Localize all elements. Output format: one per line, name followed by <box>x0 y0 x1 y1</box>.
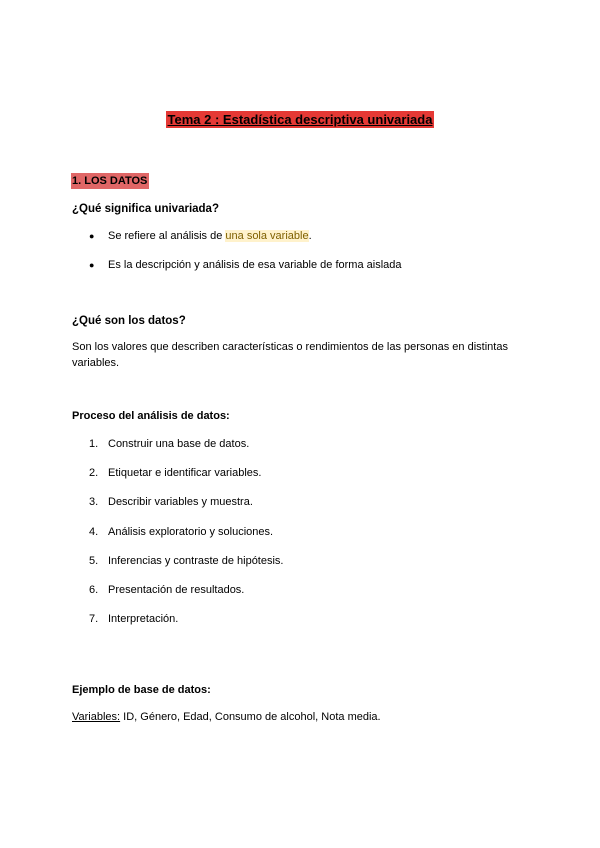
bullet-icon: ● <box>89 260 95 270</box>
variables-list: ID, Género, Edad, Consumo de alcohol, Nota media. <box>120 711 381 723</box>
step-number: 7. <box>89 613 99 625</box>
step-text: Construir una base de datos. <box>108 438 250 450</box>
step-number: 4. <box>89 526 99 538</box>
question-datos: ¿Qué son los datos? <box>72 315 186 327</box>
variables-label: Variables: <box>72 711 121 723</box>
bullet-item-2: Es la descripción y análisis de esa variable de forma aislada <box>108 259 402 271</box>
process-heading: Proceso del análisis de datos: <box>72 410 230 422</box>
step-number: 1. <box>89 438 99 450</box>
step-number: 3. <box>89 496 99 508</box>
example-variables <box>72 710 381 724</box>
bullet-item-1-suffix: . <box>308 230 312 242</box>
example-heading: Ejemplo de base de datos: <box>72 684 211 696</box>
section-heading-los-datos: 1. LOS DATOS <box>72 175 148 187</box>
answer-datos: Son los valores que describen características o rendimientos de las personas en distintas variables. <box>72 341 508 369</box>
step-text: Inferencias y contraste de hipótesis. <box>108 555 284 567</box>
step-text: Interpretación. <box>108 613 179 625</box>
highlighted-text: una sola variable <box>225 230 309 242</box>
step-number: 5. <box>89 555 99 567</box>
step-text: Describir variables y muestra. <box>108 496 253 508</box>
step-text: Análisis exploratorio y soluciones. <box>108 526 274 538</box>
document-title: Tema 2 : Estadística descriptiva univariada <box>167 112 433 127</box>
step-number: 2. <box>89 467 99 479</box>
bullet-icon: ● <box>89 231 95 241</box>
title-container <box>0 111 600 129</box>
bullet-item-1 <box>108 229 312 243</box>
bullet-item-1-prefix: Se refiere al análisis de <box>108 230 226 242</box>
step-number: 6. <box>89 584 99 596</box>
step-text: Presentación de resultados. <box>108 584 245 596</box>
step-text: Etiquetar e identificar variables. <box>108 467 262 479</box>
question-univariada: ¿Qué significa univariada? <box>72 203 219 215</box>
